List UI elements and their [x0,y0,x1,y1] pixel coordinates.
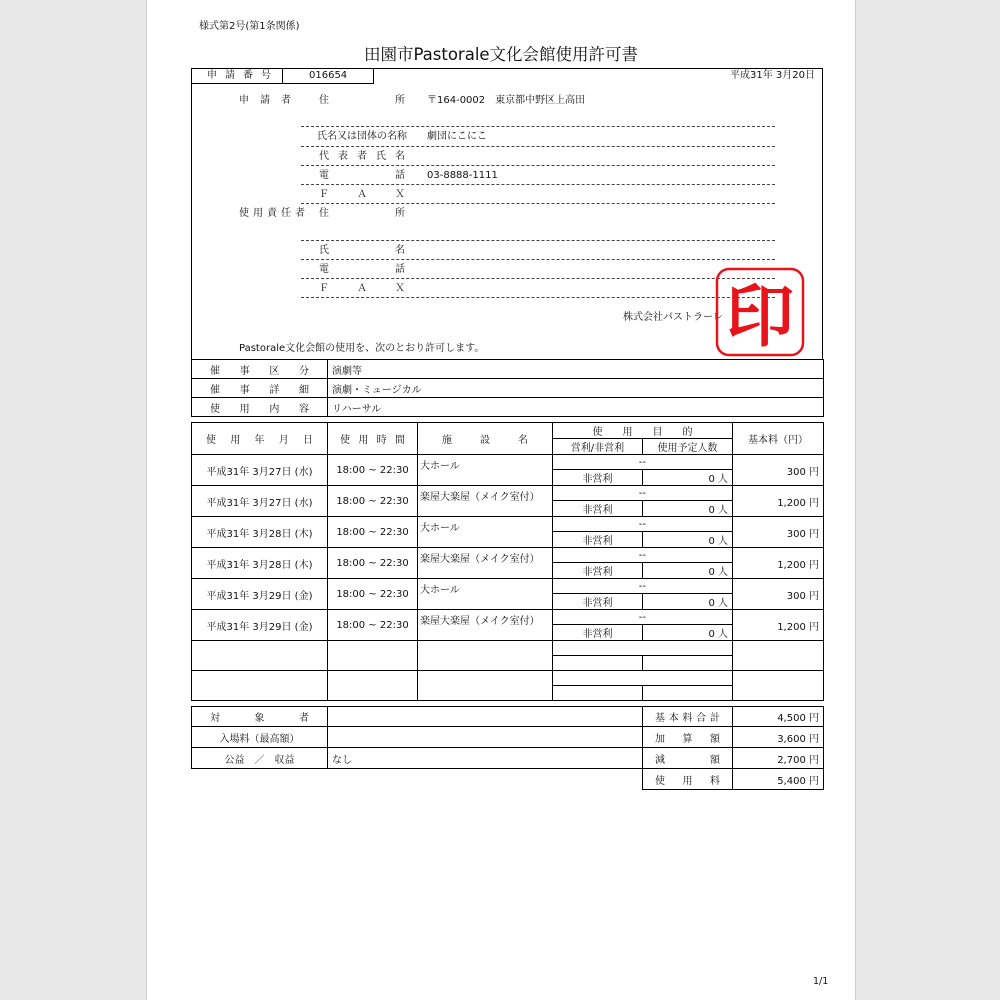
page-number: 1/1 [813,976,829,987]
cell-time: 18:00 ~ 22:30 [328,486,418,517]
applicant-address-label: 住所 [319,95,405,106]
table-row [192,641,824,656]
fee-summary-table [642,706,824,790]
entry-fee-label: 入場料（最高額） [192,727,328,748]
cell-profit: 非営利 [553,532,643,548]
usage-fee-label: 使用料 [643,769,733,790]
col-header-facility: 施設名 [418,423,553,455]
cell-profit [553,656,643,671]
divider [301,240,775,241]
divider [301,297,775,298]
cell-profit [553,686,643,701]
table-row [192,486,824,501]
cell-date: 平成31年 3月29日 (金) [192,610,328,641]
cell-date: 平成31年 3月28日 (木) [192,548,328,579]
reduction-label: 減額 [643,748,733,769]
table-row [192,610,824,625]
cell-profit: 非営利 [553,625,643,641]
divider [301,184,775,185]
cell-profit: 非営利 [553,470,643,486]
cell-purpose: -- [553,548,733,563]
event-category-label: 催事区分 [192,360,328,379]
cell-people: 0 人 [643,625,733,641]
cell-time: 18:00 ~ 22:30 [328,579,418,610]
event-category: 演劇等 [328,360,824,379]
cell-date: 平成31年 3月28日 (木) [192,517,328,548]
usage-content-label: 使用内容 [192,398,328,417]
manager-name-label: 氏名 [319,245,405,256]
permit-statement: Pastorale文化会館の使用を、次のとおり許可します。 [239,343,485,354]
representative-label: 代表者氏名 [319,151,405,162]
cell-purpose [553,671,733,686]
cell-purpose: -- [553,579,733,594]
cell-purpose: -- [553,455,733,470]
application-date: 平成31年 3月20日 [730,70,815,81]
cell-time: 18:00 ~ 22:30 [328,517,418,548]
cell-profit: 非営利 [553,563,643,579]
applicant-name: 劇団にこにこ [427,131,487,142]
divider [301,165,775,166]
applicant-name-label: 氏名又は団体の名称 [317,131,407,142]
divider [301,278,775,279]
applicant-tel-label: 電話 [319,170,405,181]
summary-left-table [191,706,643,769]
applicant-fax-label: ＦＡＸ [319,189,405,200]
form-number: 様式第2号(第1条関係) [199,21,300,32]
public-profit-label: 公益 ／ 収益 [192,748,328,769]
cell-purpose: -- [553,486,733,501]
cell-fee: 1,200 円 [733,548,824,579]
cell-people: 0 人 [643,563,733,579]
cell-date [192,671,328,701]
table-row [192,455,824,470]
cell-time: 18:00 ~ 22:30 [328,548,418,579]
cell-fee: 1,200 円 [733,610,824,641]
cell-facility: 楽屋大楽屋（メイク室付） [418,610,553,641]
cell-fee: 1,200 円 [733,486,824,517]
cell-people: 0 人 [643,594,733,610]
cell-facility: 楽屋大楽屋（メイク室付） [418,486,553,517]
cell-people: 0 人 [643,501,733,517]
cell-people [643,686,733,701]
basic-total-label: 基本料合計 [643,707,733,727]
applicant-address: 〒164-0002 東京都中野区上高田 [427,95,586,106]
cell-facility: 大ホール [418,517,553,548]
col-header-time: 使用時間 [328,423,418,455]
table-row [192,517,824,532]
target-label: 対象者 [192,707,328,727]
col-header-date: 使用年月日 [192,423,328,455]
issuer-name: 株式会社パストラーレ [623,312,723,323]
cell-fee [733,671,824,701]
manager-tel-label: 電話 [319,264,405,275]
cell-facility: 大ホール [418,579,553,610]
cell-date: 平成31年 3月27日 (水) [192,486,328,517]
usage-fee-value: 5,400 円 [733,769,824,790]
cell-purpose: -- [553,517,733,532]
col-header-people: 使用予定人数 [643,439,733,455]
target-value [328,707,643,727]
svg-text:印: 印 [725,278,795,357]
cell-date [192,641,328,671]
cell-fee: 300 円 [733,517,824,548]
app-no-value: 016654 [309,70,348,81]
basic-total-value: 4,500 円 [733,707,824,727]
divider [301,146,775,147]
cell-fee: 300 円 [733,455,824,486]
cell-time: 18:00 ~ 22:30 [328,455,418,486]
cell-people [643,656,733,671]
cell-time: 18:00 ~ 22:30 [328,610,418,641]
usage-content: リハーサル [328,398,824,417]
usage-schedule-table [191,422,824,701]
manager-address-label: 住所 [319,208,405,219]
surcharge-label: 加算額 [643,727,733,748]
cell-facility [418,671,553,701]
event-detail-label: 催事詳細 [192,379,328,398]
seal-stamp [714,266,806,358]
cell-profit: 非営利 [553,501,643,517]
cell-facility: 楽屋大楽屋（メイク室付） [418,548,553,579]
entry-fee-value [328,727,643,748]
cell-purpose [553,641,733,656]
cell-time [328,671,418,701]
document-title: 田園市Pastorale文化会館使用許可書 [363,45,639,64]
public-profit-value: なし [328,748,643,769]
cell-fee: 300 円 [733,579,824,610]
divider [301,259,775,260]
cell-date: 平成31年 3月29日 (金) [192,579,328,610]
col-header-profit: 営利/非営利 [553,439,643,455]
cell-purpose: -- [553,610,733,625]
applicant-tel: 03-8888-1111 [427,170,498,181]
cell-people: 0 人 [643,470,733,486]
event-info-table [191,359,824,417]
document-page [146,0,856,1000]
cell-facility: 大ホール [418,455,553,486]
manager-fax-label: ＦＡＸ [319,283,405,294]
cell-date: 平成31年 3月27日 (水) [192,455,328,486]
cell-time [328,641,418,671]
applicant-label: 申請者 [239,95,291,106]
col-header-purpose: 使 用 目 的 [553,423,733,439]
table-row [192,579,824,594]
cell-facility [418,641,553,671]
cell-people: 0 人 [643,532,733,548]
cell-fee [733,641,824,671]
col-header-fee: 基本料（円） [733,423,824,455]
surcharge-value: 3,600 円 [733,727,824,748]
event-detail: 演劇・ミュージカル [328,379,824,398]
table-row [192,671,824,686]
reduction-value: 2,700 円 [733,748,824,769]
divider [301,126,775,127]
table-row [192,548,824,563]
manager-label: 使用責任者 [239,208,305,219]
app-no-label: 申 請 番 号 [207,70,271,81]
cell-profit: 非営利 [553,594,643,610]
divider [301,203,775,204]
